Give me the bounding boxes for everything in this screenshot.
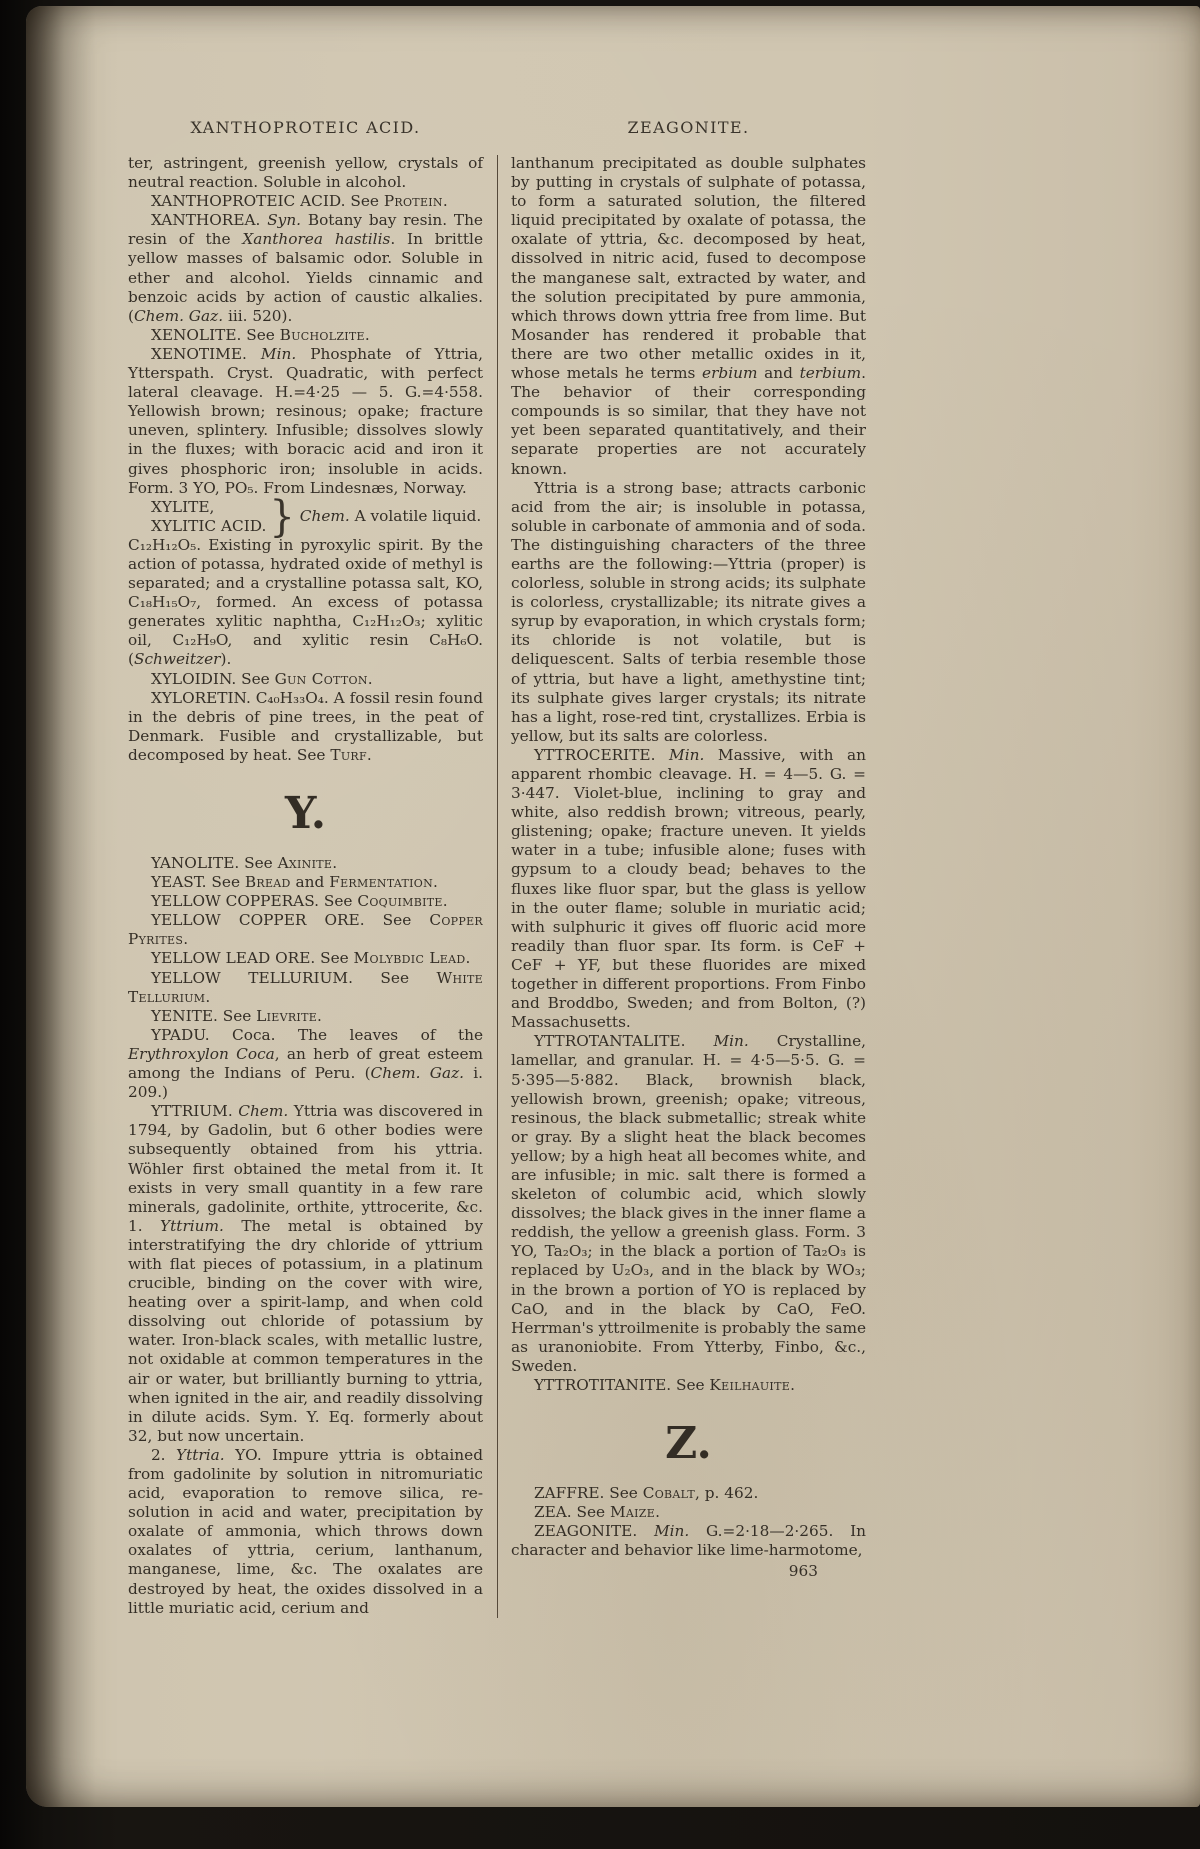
italic-text: Min.: [260, 344, 297, 363]
paragraph: [511, 154, 866, 479]
smallcaps-reference: Axinite: [277, 854, 333, 872]
paragraph: [128, 873, 483, 892]
text-run: ZEA. See: [533, 1503, 610, 1522]
text-run: XANTHOPROTEIC ACID. See: [150, 192, 384, 211]
italic-text: Schweitzer: [133, 650, 221, 669]
paragraph: [128, 1026, 483, 1102]
text-run: XYLOIDIN. See: [150, 669, 275, 688]
text-run: .: [183, 930, 189, 949]
smallcaps-reference: Cobalt: [642, 1484, 695, 1503]
paragraph: [128, 1102, 483, 1446]
text-run: YELLOW COPPER ORE. See: [150, 911, 430, 930]
italic-text: terbium: [799, 364, 862, 383]
brace-name-line: [151, 498, 266, 517]
italic-text: Erythroxylon Coca: [128, 1044, 275, 1063]
text-run: i. 209.): [128, 1064, 483, 1102]
text-run: .: [205, 987, 211, 1006]
italic-text: Syn.: [267, 211, 302, 230]
text-run: .: [465, 949, 471, 968]
italic-text: Chem.: [299, 507, 350, 526]
paragraph: [511, 1522, 866, 1560]
paragraph: [128, 326, 483, 345]
paragraph: [511, 1032, 866, 1376]
text-run: A volatile liquid.: [349, 507, 482, 526]
brace-name-line: [151, 517, 266, 536]
paragraph: [128, 154, 483, 192]
italic-text: Min.: [713, 1032, 749, 1051]
brace-glyph: }: [269, 491, 295, 542]
text-run: YO. Impure yttria is obtained from gadolinite by solution in nitromuriatic acid, evaporation to remove silica, re-solution in acid and water, precipitation by oxalate of ammonia, which throws down oxalates of yttria, cerium, lanthanum, manganese, lime, &c. The oxalates are destroyed by heat, the oxides dissolved in a little muriatic acid, cerium and: [128, 1445, 483, 1617]
text-run: YTTRIUM.: [150, 1102, 239, 1121]
text-run: .: [442, 892, 448, 911]
text-run: . In brittle yellow masses of balsamic odor. Soluble in ether and alcohol. Yields cinnamic and benzoic acids by action of caustic alkalies. (: [128, 230, 484, 325]
text-run: .: [442, 192, 448, 211]
text-run: Massive, with an apparent rhombic cleavage. H. = 4—5. G. = 3·447. Violet-blue, inclining to gray and white, also reddish brown; vitreous, pearly, glistening; opake; fracture uneven. It yields water in a tube; infusible alone; fuses with gypsum to a cloudy bead; behaves to the fluxes like fluor spar, but the glass is yellow in the outer flame; soluble in muriatic acid; with sulphuric it gives off fluoric acid more readily than fluor spar. Its form. is CeF + CeF + YF, but these fluorides are mixed together in different proportions. From Finbo and Broddbo, Sweden; and from Bolton, (?) Massachusetts.: [511, 745, 866, 1032]
text-run: Botany bay resin. The resin of the: [128, 211, 483, 249]
binding-gutter-shadow: [26, 6, 96, 1807]
text-block: [128, 118, 866, 1618]
text-run: ).: [220, 650, 232, 669]
italic-text: Yttrium.: [160, 1216, 224, 1235]
text-run: The metal is obtained by interstratifying the dry chloride of yttrium with flat pieces of potassium, in a platinum crucible, binding on the cover with wire, heating over a spirit-lamp, and when cold dissolving out chloride of potassium by water. Iron-black scales, with metallic lustre, not oxidable at common temperatures in the air or water, but brilliantly burning to yttria, when ignited in the air, and readily dissolving in dilute acids. Sym. Y. Eq. formerly about 32, but now uncertain.: [128, 1216, 483, 1445]
smallcaps-reference: Maize: [609, 1503, 656, 1522]
text-run: YANOLITE. See: [150, 854, 278, 872]
two-column-layout: [128, 154, 866, 1618]
text-run: . The behavior of their corresponding compounds is so similar, that they have not yet been separated quantitatively, and their separate properties are not accurately known.: [511, 364, 866, 478]
running-heads: [128, 118, 866, 137]
paragraph: [511, 1376, 866, 1395]
book-page: [26, 6, 1200, 1807]
text-column-right: [511, 154, 866, 1618]
paragraph: [128, 911, 483, 949]
paragraph: [511, 1484, 866, 1503]
text-run: YPADU. Coca. The leaves of the: [150, 1025, 483, 1044]
smallcaps-reference: Turf: [330, 745, 367, 764]
paragraph: [128, 1007, 483, 1026]
text-run: XANTHOREA.: [150, 211, 268, 230]
paragraph: [128, 211, 483, 326]
brace-names: [128, 498, 266, 536]
paragraph: [128, 969, 483, 1007]
italic-text: Min.: [653, 1522, 690, 1541]
page-number: 963: [788, 1562, 818, 1581]
text-run: ZEAGONITE.: [533, 1522, 654, 1541]
smallcaps-reference: Protein: [383, 192, 443, 211]
paragraph: [128, 192, 483, 211]
text-run: .: [433, 873, 438, 892]
text-run: .: [366, 745, 372, 764]
text-run: .: [790, 1376, 795, 1394]
italic-text: Xanthorea hastilis: [242, 230, 391, 249]
italic-text: Chem. Gaz.: [133, 306, 224, 325]
text-run: , an herb of great esteem among the Indians of Peru. (: [128, 1044, 483, 1083]
smallcaps-reference: Copper Pyrites: [128, 911, 483, 949]
text-run: YELLOW LEAD ORE. See: [150, 949, 354, 968]
text-run: YTTROTITANITE. See: [533, 1376, 710, 1394]
column-rule: [497, 155, 498, 1618]
running-head-right: ZEAGONITE.: [627, 118, 750, 137]
paragraph: [128, 892, 483, 911]
smallcaps-reference: Lievrite: [256, 1006, 318, 1025]
text-run: lanthanum precipitated as double sulphates by putting in crystals of sulphate of potassa, to form a saturated solution, the filtered liquid precipitated by oxalate of potassa, the oxalate of yttria, &c. decomposed by heat, dissolved in nitric acid, fused to decompose the manganese salt, extracted by water, and the solution precipitated by pure ammonia, which throws down yttria free from lime. But Mosander has rendered it probable that there are two other metallic oxides in it, whose metals he terms: [511, 154, 866, 383]
text-run: XYLITIC ACID.: [150, 516, 267, 535]
text-run: YEAST. See: [150, 873, 245, 892]
smallcaps-reference: Bread: [244, 873, 291, 892]
text-run: XENOLITE. See: [150, 325, 280, 344]
italic-text: Yttria.: [176, 1445, 225, 1464]
text-run: YELLOW TELLURIUM. See: [150, 968, 437, 987]
text-run: XENOTIME.: [150, 344, 261, 363]
text-run: YELLOW COPPERAS. See: [150, 892, 358, 911]
brace-entry: [128, 491, 483, 542]
text-run: .: [655, 1503, 660, 1522]
text-run: 2.: [150, 1445, 177, 1464]
italic-text: Chem. Gaz.: [370, 1064, 465, 1083]
italic-text: erbium: [702, 364, 758, 383]
text-run: Crystalline, lamellar, and granular. H. = 4·5—5·5. G. = 5·395—5·882. Black, brownish black, yellowish brown, greenish; opake; vitreous, resinous, the black submetallic; streak white or gray. By a slight heat the black becomes yellow; by a high heat all becomes white, and are infusible; in mic. salt there is formed a skeleton of columbic acid, which slowly dissolves; the black gives in the inner flame a reddish, the yellow a greenish glass. Form. 3 YO, Ta₂O₃; in the black a portion of Ta₂O₃ is replaced by U₂O₃, and in the black by WO₃; in the brown a portion of YO is replaced by CaO, and in the black by CaO, FeO. Herrman's yttroilmenite is probably the same as uranoniobite. From Ytterby, Finbo, &c., Sweden.: [511, 1032, 866, 1375]
text-run: Yttria is a strong base; attracts carbonic acid from the air; is insoluble in potassa, soluble in carbonate of ammonia and of soda. The distinguishing characters of the three earths are the following:—Yttria (proper) is colorless, soluble in strong acids; its sulphate is colorless, crystallizable; its nitrate gives a syrup by evaporation, in which crystals form; its chloride is not volatile, but is deliquescent. Salts of terbia resemble those of yttria, but have a light, amethystine tint; its sulphate gives larger crystals; its nitrate has a light, rose-red tint, crystallizes. Erbia is yellow, but its salts are colorless.: [511, 478, 866, 745]
smallcaps-reference: Bucholzite: [279, 325, 365, 344]
text-run: Phosphate of Yttria, Ytterspath. Cryst. Quadratic, with perfect lateral cleavage. H.=4·25 — 5. G.=4·558. Yellowish brown; resinous; opake; fracture uneven, splintery. Infusible; dissolves slowly in the fluxes; with boracic acid and iron it gives phosphoric iron; insoluble in acids. Form. 3 YO, PO₅. From Lindesnæs, Norway.: [128, 344, 483, 497]
text-run: XYLORETIN. C₄₀H₃₃O₄. A fossil resin found in the debris of pine trees, in the peat of Denmark. Fusible and crystallizable, but decomposed by heat. See: [128, 688, 483, 764]
paragraph: [128, 345, 483, 498]
text-column-left: [128, 154, 483, 1618]
paragraph: [128, 670, 483, 689]
smallcaps-reference: Coquimbite: [357, 892, 443, 911]
text-run: .: [317, 1006, 322, 1025]
paragraph: [128, 1446, 483, 1618]
text-run: and: [290, 873, 330, 892]
smallcaps-reference: White Tellurium: [128, 968, 483, 1006]
paragraph: [128, 854, 483, 873]
brace-definition: [300, 507, 483, 526]
text-run: ter, astringent, greenish yellow, crystals of neutral reaction. Soluble in alcohol.: [128, 154, 483, 192]
section-heading: Z.: [665, 1418, 712, 1470]
text-run: Yttria was discovered in 1794, by Gadolin, but 6 other bodies were subsequently obtained from his yttria. Wöhler first obtained the metal from it. It exists in very small quantity in a few rare minerals, gadolinite, orthite, yttrocerite, &c. 1.: [128, 1102, 483, 1235]
text-run: XYLITE,: [150, 497, 215, 516]
text-run: .: [367, 669, 373, 688]
paragraph: [511, 479, 866, 746]
smallcaps-reference: Gun Cotton: [274, 669, 368, 688]
running-head-gap: [483, 118, 511, 137]
text-run: .: [364, 325, 370, 344]
paragraph: [128, 536, 483, 670]
text-run: , p. 462.: [695, 1484, 759, 1503]
text-run: YENITE. See: [150, 1006, 257, 1025]
text-run: G.=2·18—2·265. In character and behavior like lime-harmotome,: [511, 1522, 866, 1560]
smallcaps-reference: Fermentation: [329, 873, 434, 892]
smallcaps-reference: Keilhauite: [709, 1376, 791, 1394]
text-run: .: [332, 854, 338, 872]
paragraph: [128, 949, 483, 968]
text-run: and: [757, 364, 800, 383]
paragraph: [128, 689, 483, 765]
text-run: YTTROTANTALITE.: [533, 1032, 714, 1051]
paragraph: [511, 746, 866, 1032]
italic-text: Min.: [669, 745, 705, 764]
text-run: C₁₂H₁₂O₅. Existing in pyroxylic spirit. By the action of potassa, hydrated oxide of methyl is separated; and a crystalline potassa salt, KO, C₁₈H₁₅O₇, formed. An excess of potassa generates xylitic naphtha, C₁₂H₁₂O₃; xylitic oil, C₁₂H₉O, and xylitic resin C₈H₆O. (: [128, 535, 483, 669]
text-run: iii. 520).: [223, 306, 293, 325]
running-head-left: XANTHOPROTEIC ACID.: [190, 118, 421, 137]
italic-text: Chem.: [238, 1102, 289, 1121]
section-heading: Y.: [284, 788, 327, 839]
text-run: ZAFFRE. See: [533, 1484, 643, 1503]
text-run: YTTROCERITE.: [533, 745, 670, 764]
smallcaps-reference: Molybdic Lead: [353, 949, 466, 968]
paragraph: [511, 1503, 866, 1522]
